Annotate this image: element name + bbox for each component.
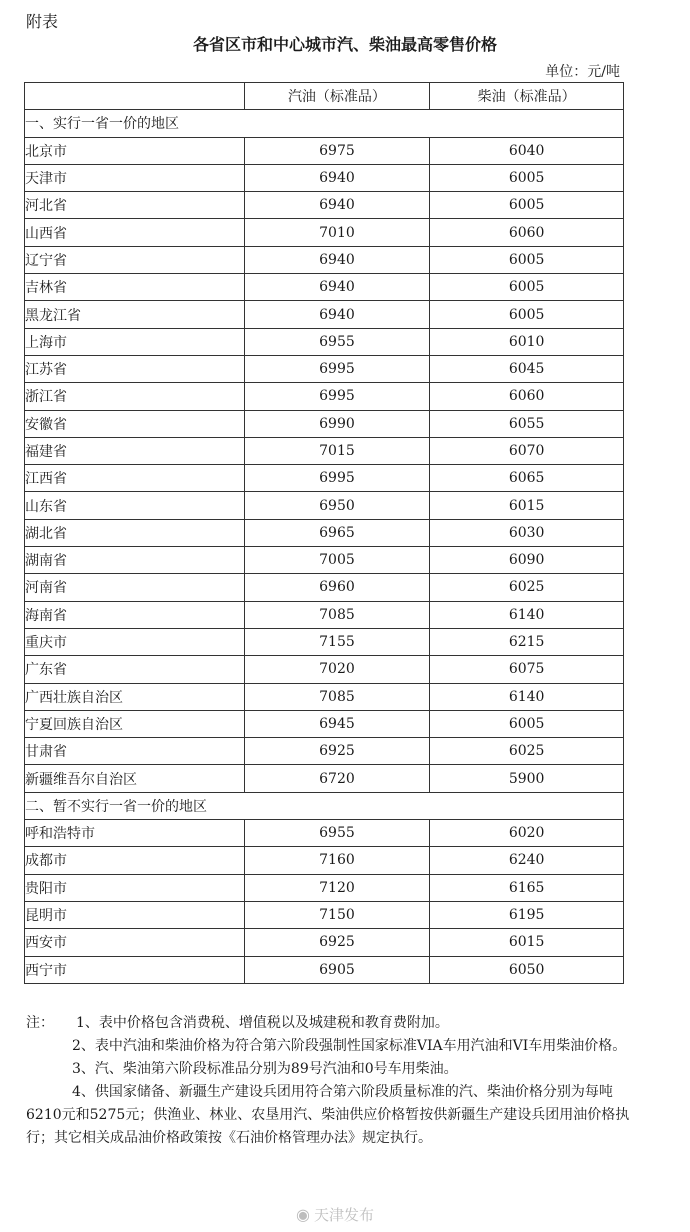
diesel-price: 6060 <box>430 219 624 246</box>
region-name: 山西省 <box>25 219 245 246</box>
table-row <box>25 738 624 765</box>
table-row <box>25 628 624 655</box>
diesel-price: 6010 <box>430 328 624 355</box>
table-row <box>25 301 624 328</box>
diesel-price: 6140 <box>430 601 624 628</box>
region-name: 安徽省 <box>25 410 245 437</box>
gasoline-price: 7160 <box>244 847 430 874</box>
region-name: 河北省 <box>25 192 245 219</box>
diesel-price: 6090 <box>430 547 624 574</box>
region-name: 广东省 <box>25 656 245 683</box>
diesel-price: 6015 <box>430 929 624 956</box>
diesel-price: 6055 <box>430 410 624 437</box>
gasoline-price: 6990 <box>244 410 430 437</box>
region-name: 西安市 <box>25 929 245 956</box>
gasoline-price: 6925 <box>244 738 430 765</box>
diesel-price: 6070 <box>430 437 624 464</box>
notes-label: 注： <box>26 1015 54 1031</box>
table-row <box>25 164 624 191</box>
table-header-row <box>25 83 624 110</box>
header-region <box>25 83 245 110</box>
diesel-price: 6195 <box>430 901 624 928</box>
region-name: 上海市 <box>25 328 245 355</box>
diesel-price: 6020 <box>430 820 624 847</box>
region-name: 甘肃省 <box>25 738 245 765</box>
diesel-price: 6005 <box>430 246 624 273</box>
table-row <box>25 246 624 273</box>
region-name: 广西壮族自治区 <box>25 683 245 710</box>
gasoline-price: 6940 <box>244 301 430 328</box>
table-row <box>25 410 624 437</box>
table-row <box>25 328 624 355</box>
gasoline-price: 6925 <box>244 929 430 956</box>
gasoline-price: 7155 <box>244 628 430 655</box>
gasoline-price: 6995 <box>244 383 430 410</box>
region-name: 宁夏回族自治区 <box>25 710 245 737</box>
price-table <box>24 82 624 984</box>
diesel-price: 6030 <box>430 519 624 546</box>
table-row <box>25 683 624 710</box>
diesel-price: 6050 <box>430 956 624 983</box>
diesel-price: 6005 <box>430 192 624 219</box>
gasoline-price: 6905 <box>244 956 430 983</box>
note-2: 2、表中汽油和柴油价格为符合第六阶段强制性国家标准VIA车用汽油和VI车用柴油价格。 <box>72 1038 627 1054</box>
notes <box>26 1012 646 1150</box>
region-name: 黑龙江省 <box>25 301 245 328</box>
table-row <box>25 437 624 464</box>
diesel-price: 6005 <box>430 274 624 301</box>
region-name: 吉林省 <box>25 274 245 301</box>
region-name: 湖南省 <box>25 547 245 574</box>
gasoline-price: 7150 <box>244 901 430 928</box>
table-row <box>25 192 624 219</box>
region-name: 海南省 <box>25 601 245 628</box>
table-row <box>25 656 624 683</box>
gasoline-price: 7120 <box>244 874 430 901</box>
region-name: 新疆维吾尔自治区 <box>25 765 245 792</box>
table-row <box>25 383 624 410</box>
section-row <box>25 792 624 819</box>
gasoline-price: 7085 <box>244 601 430 628</box>
gasoline-price: 7015 <box>244 437 430 464</box>
region-name: 呼和浩特市 <box>25 820 245 847</box>
gasoline-price: 6995 <box>244 465 430 492</box>
diesel-price: 6065 <box>430 465 624 492</box>
table-row <box>25 847 624 874</box>
region-name: 北京市 <box>25 137 245 164</box>
table-row <box>25 820 624 847</box>
gasoline-price: 6940 <box>244 164 430 191</box>
note-3: 3、汽、柴油第六阶段标准品分别为89号汽油和0号车用柴油。 <box>72 1061 458 1077</box>
diesel-price: 6005 <box>430 164 624 191</box>
region-name: 重庆市 <box>25 628 245 655</box>
diesel-price: 6140 <box>430 683 624 710</box>
gasoline-price: 7005 <box>244 547 430 574</box>
diesel-price: 6165 <box>430 874 624 901</box>
section-title: 二、暂不实行一省一价的地区 <box>25 792 624 819</box>
gasoline-price: 7085 <box>244 683 430 710</box>
diesel-price: 6045 <box>430 355 624 382</box>
diesel-price: 6005 <box>430 301 624 328</box>
region-name: 贵阳市 <box>25 874 245 901</box>
section-title: 一、实行一省一价的地区 <box>25 110 624 137</box>
gasoline-price: 6960 <box>244 574 430 601</box>
gasoline-price: 6940 <box>244 192 430 219</box>
table-row <box>25 355 624 382</box>
note-1: 1、表中价格包含消费税、增值税以及城建税和教育费附加。 <box>76 1015 449 1031</box>
gasoline-price: 6955 <box>244 328 430 355</box>
unit-label: 单位：元/吨 <box>545 64 620 80</box>
region-name: 河南省 <box>25 574 245 601</box>
diesel-price: 6005 <box>430 710 624 737</box>
diesel-price: 6240 <box>430 847 624 874</box>
table-row <box>25 519 624 546</box>
diesel-price: 6015 <box>430 492 624 519</box>
region-name: 湖北省 <box>25 519 245 546</box>
gasoline-price: 6945 <box>244 710 430 737</box>
appendix-label: 附表 <box>26 12 59 31</box>
table-row <box>25 601 624 628</box>
diesel-price: 5900 <box>430 765 624 792</box>
gasoline-price: 7010 <box>244 219 430 246</box>
table-row <box>25 574 624 601</box>
table-row <box>25 956 624 983</box>
page-title: 各省区市和中心城市汽、柴油最高零售价格 <box>192 35 497 54</box>
table-row <box>25 929 624 956</box>
diesel-price: 6025 <box>430 738 624 765</box>
table-row <box>25 465 624 492</box>
table-row <box>25 219 624 246</box>
region-name: 山东省 <box>25 492 245 519</box>
header-gasoline: 汽油（标准品） <box>244 83 430 110</box>
gasoline-price: 6720 <box>244 765 430 792</box>
table-body <box>25 110 624 984</box>
region-name: 西宁市 <box>25 956 245 983</box>
region-name: 江西省 <box>25 465 245 492</box>
note-4: 4、供国家储备、新疆生产建设兵团用符合第六阶段质量标准的汽、柴油价格分别为每吨6210元和5275元；供渔业、林业、农垦用汽、柴油供应价格暂按供新疆生产建设兵团用油价格执行；其它相关成品油价格政策按《石油价格管理办法》规定执行。 <box>26 1084 630 1146</box>
region-name: 天津市 <box>25 164 245 191</box>
diesel-price: 6025 <box>430 574 624 601</box>
gasoline-price: 6940 <box>244 246 430 273</box>
table-row <box>25 710 624 737</box>
gasoline-price: 6950 <box>244 492 430 519</box>
region-name: 福建省 <box>25 437 245 464</box>
gasoline-price: 6940 <box>244 274 430 301</box>
diesel-price: 6075 <box>430 656 624 683</box>
gasoline-price: 6975 <box>244 137 430 164</box>
gasoline-price: 7020 <box>244 656 430 683</box>
gasoline-price: 6995 <box>244 355 430 382</box>
region-name: 成都市 <box>25 847 245 874</box>
region-name: 江苏省 <box>25 355 245 382</box>
table-row <box>25 492 624 519</box>
region-name: 辽宁省 <box>25 246 245 273</box>
section-row <box>25 110 624 137</box>
weibo-icon: ◉ <box>296 1205 310 1224</box>
region-name: 昆明市 <box>25 901 245 928</box>
table-row <box>25 765 624 792</box>
watermark-text: 天津发布 <box>313 1206 374 1224</box>
table-row <box>25 137 624 164</box>
gasoline-price: 6955 <box>244 820 430 847</box>
diesel-price: 6060 <box>430 383 624 410</box>
diesel-price: 6215 <box>430 628 624 655</box>
table-row <box>25 874 624 901</box>
table-row <box>25 901 624 928</box>
region-name: 浙江省 <box>25 383 245 410</box>
header-diesel: 柴油（标准品） <box>430 83 624 110</box>
gasoline-price: 6965 <box>244 519 430 546</box>
table-row <box>25 274 624 301</box>
watermark <box>296 1204 374 1225</box>
table-row <box>25 547 624 574</box>
diesel-price: 6040 <box>430 137 624 164</box>
